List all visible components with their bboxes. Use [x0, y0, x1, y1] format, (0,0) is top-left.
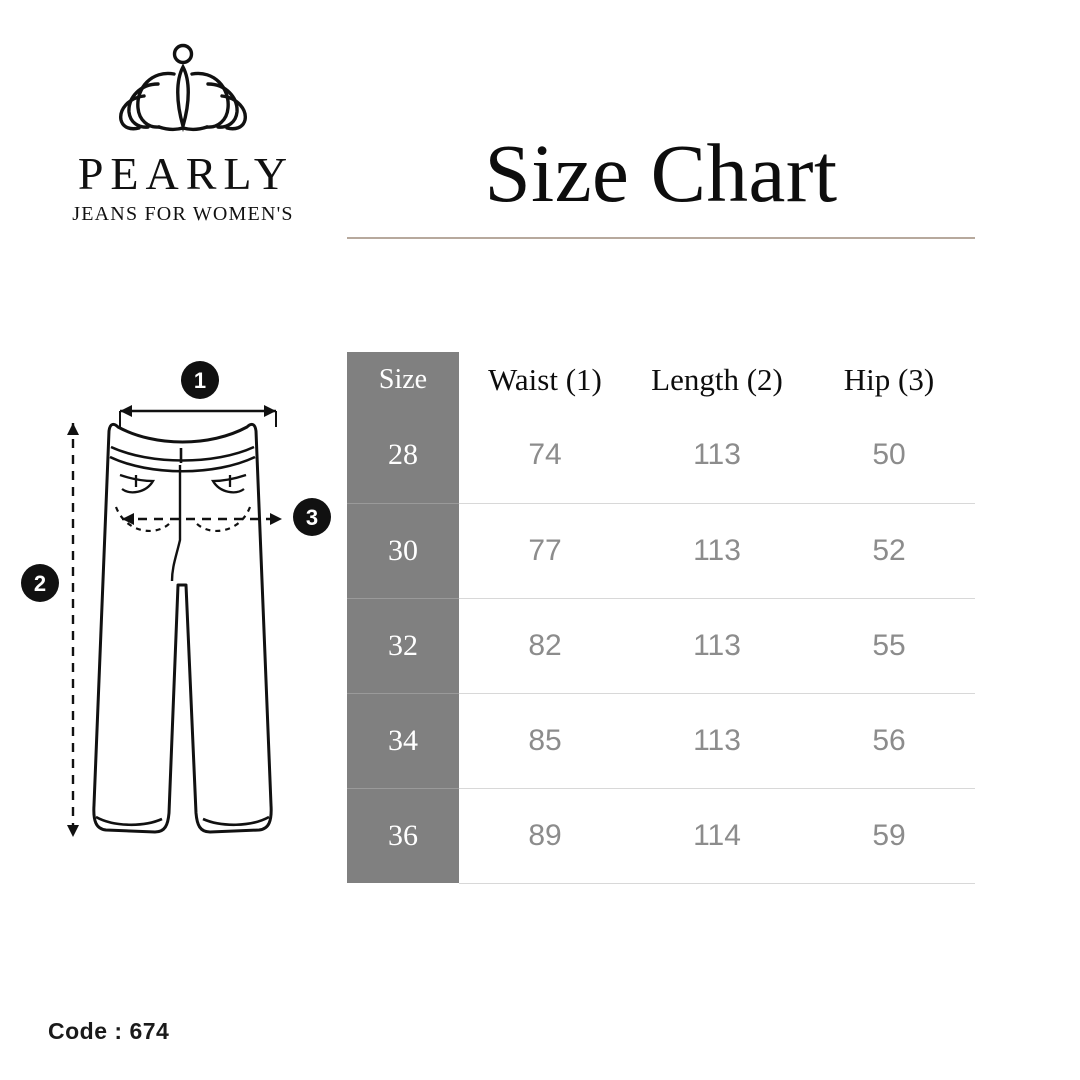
cell-size: 36 — [347, 788, 459, 883]
cell-waist: 89 — [459, 788, 631, 883]
cell-hip: 55 — [803, 598, 975, 693]
table-row — [347, 503, 975, 598]
brand-block — [48, 40, 318, 226]
cell-size: 32 — [347, 598, 459, 693]
brand-name: PEARLY — [77, 148, 295, 199]
cell-hip: 52 — [803, 503, 975, 598]
title-divider — [347, 237, 975, 239]
size-chart-table — [347, 352, 975, 884]
svg-text:2: 2 — [33, 571, 47, 596]
table-header-row — [347, 352, 975, 408]
cell-size: 28 — [347, 408, 459, 503]
cell-length: 114 — [631, 788, 803, 883]
product-code: Code : 674 — [48, 1018, 170, 1044]
column-header-length: Length (2) — [651, 362, 783, 397]
page-title: Size Chart — [484, 127, 838, 219]
cell-length: 113 — [631, 503, 803, 598]
cell-size: 30 — [347, 503, 459, 598]
title-block — [347, 127, 975, 239]
table-body — [347, 408, 975, 883]
table-row — [347, 693, 975, 788]
column-header-waist: Waist (1) — [488, 362, 602, 397]
column-header-hip: Hip (3) — [843, 362, 935, 397]
crown-icon — [88, 40, 278, 145]
cell-length: 113 — [631, 693, 803, 788]
cell-hip: 50 — [803, 408, 975, 503]
table-row — [347, 788, 975, 883]
cell-waist: 85 — [459, 693, 631, 788]
table-row — [347, 408, 975, 503]
column-header-size: Size — [347, 352, 459, 408]
svg-text:1: 1 — [193, 368, 207, 393]
cell-waist: 74 — [459, 408, 631, 503]
cell-size: 34 — [347, 693, 459, 788]
size-chart-table-wrapper — [347, 352, 975, 884]
table-row — [347, 598, 975, 693]
cell-length: 113 — [631, 408, 803, 503]
cell-hip: 59 — [803, 788, 975, 883]
cell-waist: 77 — [459, 503, 631, 598]
cell-length: 113 — [631, 598, 803, 693]
cell-waist: 82 — [459, 598, 631, 693]
cell-hip: 56 — [803, 693, 975, 788]
svg-text:3: 3 — [305, 505, 319, 530]
table-header — [347, 352, 975, 408]
jeans-diagram — [10, 335, 350, 895]
brand-tagline: JEANS FOR WOMEN'S — [72, 203, 294, 225]
